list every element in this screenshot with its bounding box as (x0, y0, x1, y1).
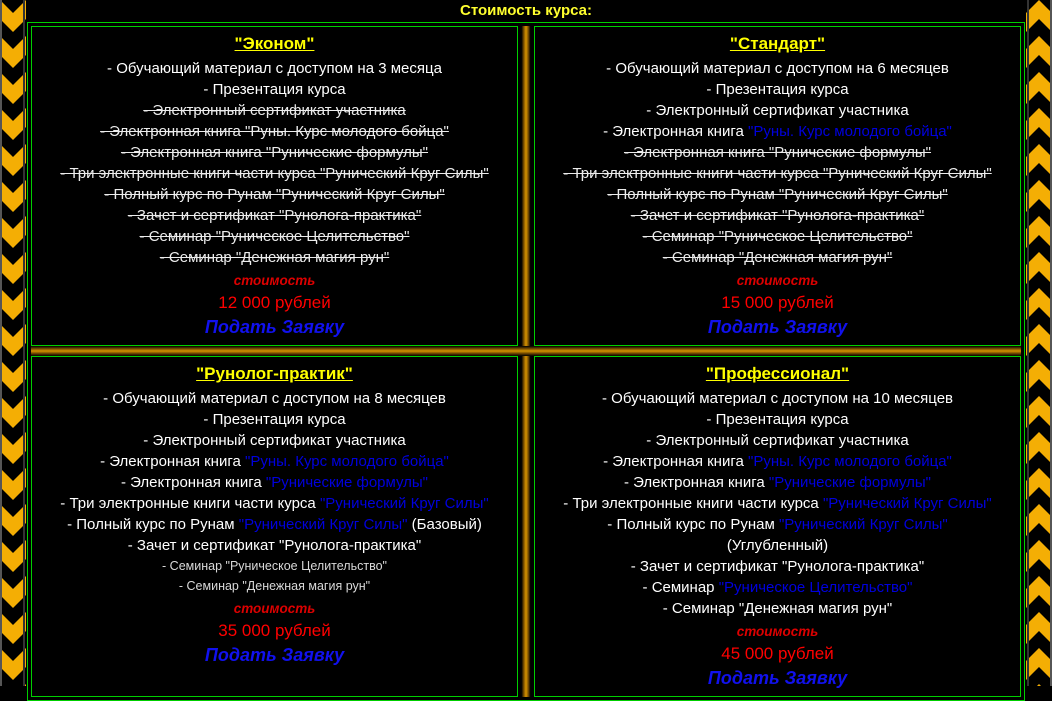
plan-title: "Стандарт" (729, 34, 826, 53)
feature-item: - Три электронные книги части курса "Рунический Круг Силы" (60, 495, 489, 512)
plan-feature-list (539, 58, 1016, 268)
chevron-up-icon (1026, 0, 1052, 686)
feature-item: - Электронная книга "Рунические формулы" (623, 474, 932, 491)
feature-item: - Семинар "Денежная магия рун" (159, 249, 390, 266)
feature-link[interactable]: "Рунический Круг Силы" (778, 516, 948, 533)
feature-item: - Электронная книга "Руны. Курс молодого бойца" (100, 453, 449, 470)
feature-item: - Полный курс по Рунам "Рунический Круг Силы" (607, 186, 948, 203)
plan-card-econom (31, 26, 518, 346)
feature-item: - Семинар "Денежная магия рун" (178, 579, 371, 593)
feature-item: - Обучающий материал с доступом на 3 месяца (107, 60, 442, 77)
feature-item: - Семинар "Денежная магия рун" (662, 249, 893, 266)
feature-item: - Электронная книга "Рунические формулы" (120, 474, 429, 491)
vertical-divider (518, 26, 534, 346)
price-label: стоимость (233, 273, 316, 288)
feature-item: - Электронная книга "Руны. Курс молодого бойца" (603, 123, 952, 140)
price-label: стоимость (736, 624, 819, 639)
feature-item: - Полный курс по Рунам "Рунический Круг Силы" (Базовый) (67, 516, 482, 533)
feature-link[interactable]: "Рунические формулы" (265, 474, 429, 491)
feature-item: (Углубленный) (726, 537, 829, 554)
feature-item: - Презентация курса (203, 81, 346, 98)
feature-item: - Зачет и сертификат "Рунолога-практика" (630, 558, 925, 575)
feature-item: - Зачет и сертификат "Рунолога-практика" (127, 537, 422, 554)
feature-item: - Полный курс по Рунам "Рунический Круг Силы" (607, 516, 948, 533)
submit-application-link[interactable]: Подать Заявку (707, 317, 848, 337)
price-value: 15 000 рублей (721, 293, 834, 312)
feature-item: - Электронный сертификат участника (646, 102, 909, 119)
feature-link[interactable]: "Рунический Круг Силы" (822, 495, 992, 512)
feature-item: - Обучающий материал с доступом на 6 месяцев (606, 60, 949, 77)
pricing-row-bottom (31, 356, 1021, 697)
feature-item: - Электронная книга "Руны. Курс молодого бойца" (100, 123, 449, 140)
feature-item: - Обучающий материал с доступом на 8 месяцев (103, 390, 446, 407)
feature-item: - Обучающий материал с доступом на 10 месяцев (601, 390, 954, 407)
plan-card-runolog-praktik (31, 356, 518, 697)
feature-link[interactable]: "Руны. Курс молодого бойца" (245, 453, 449, 470)
pricing-row-top (31, 26, 1021, 346)
feature-link[interactable]: "Рунический Круг Силы" (319, 495, 489, 512)
feature-item: - Семинар "Денежная магия рун" (662, 600, 893, 617)
feature-item: - Электронная книга "Руны. Курс молодого бойца" (603, 453, 952, 470)
feature-item: - Электронная книга "Рунические формулы" (623, 144, 932, 161)
hazard-stripe-right (1026, 0, 1052, 686)
feature-link[interactable]: "Руническое Целительство" (718, 579, 913, 596)
submit-application-link[interactable]: Подать Заявку (204, 317, 345, 337)
submit-application-link[interactable]: Подать Заявку (204, 645, 345, 665)
plan-feature-list (36, 388, 513, 596)
feature-item: - Электронный сертификат участника (143, 102, 406, 119)
feature-item: - Электронный сертификат участника (646, 432, 909, 449)
feature-item: - Электронный сертификат участника (143, 432, 406, 449)
plan-title: "Эконом" (234, 34, 315, 53)
chevron-down-icon (0, 0, 26, 686)
feature-item: - Три электронные книги части курса "Рунический Круг Силы" (563, 165, 992, 182)
feature-item: - Семинар "Руническое Целительство" (642, 579, 913, 596)
page-title: Стоимость курса: (460, 2, 592, 19)
price-label: стоимость (233, 601, 316, 616)
hazard-stripe-left (0, 0, 26, 686)
plan-feature-list (539, 388, 1016, 619)
feature-item: - Презентация курса (706, 411, 849, 428)
feature-item: - Три электронные книги части курса "Рунический Круг Силы" (60, 165, 489, 182)
price-value: 12 000 рублей (218, 293, 331, 312)
pricing-grid (27, 22, 1025, 701)
plan-title: "Рунолог-практик" (196, 364, 353, 383)
feature-link[interactable]: "Руны. Курс молодого бойца" (748, 123, 952, 140)
price-value: 35 000 рублей (218, 621, 331, 640)
feature-link[interactable]: "Рунические формулы" (768, 474, 932, 491)
plan-feature-list (36, 58, 513, 268)
plan-title: "Профессионал" (705, 364, 850, 383)
feature-item: - Три электронные книги части курса "Рунический Круг Силы" (563, 495, 992, 512)
feature-item: - Зачет и сертификат "Рунолога-практика" (630, 207, 925, 224)
feature-link[interactable]: "Руны. Курс молодого бойца" (748, 453, 952, 470)
plan-card-professional (534, 356, 1021, 697)
feature-item: - Семинар "Руническое Целительство" (139, 228, 410, 245)
price-value: 45 000 рублей (721, 644, 834, 663)
main-content (27, 0, 1025, 701)
feature-item: - Электронная книга "Рунические формулы" (120, 144, 429, 161)
submit-application-link[interactable]: Подать Заявку (707, 668, 848, 688)
feature-item: - Презентация курса (203, 411, 346, 428)
price-label: стоимость (736, 273, 819, 288)
feature-link[interactable]: "Рунический Круг Силы" (238, 516, 408, 533)
feature-item: - Зачет и сертификат "Рунолога-практика" (127, 207, 422, 224)
vertical-divider (518, 356, 534, 697)
feature-item: - Семинар "Руническое Целительство" (642, 228, 913, 245)
feature-item: - Полный курс по Рунам "Рунический Круг Силы" (104, 186, 445, 203)
feature-item: - Презентация курса (706, 81, 849, 98)
plan-card-standart (534, 26, 1021, 346)
feature-item: - Семинар "Руническое Целительство" (162, 559, 387, 573)
horizontal-divider (31, 346, 1021, 356)
